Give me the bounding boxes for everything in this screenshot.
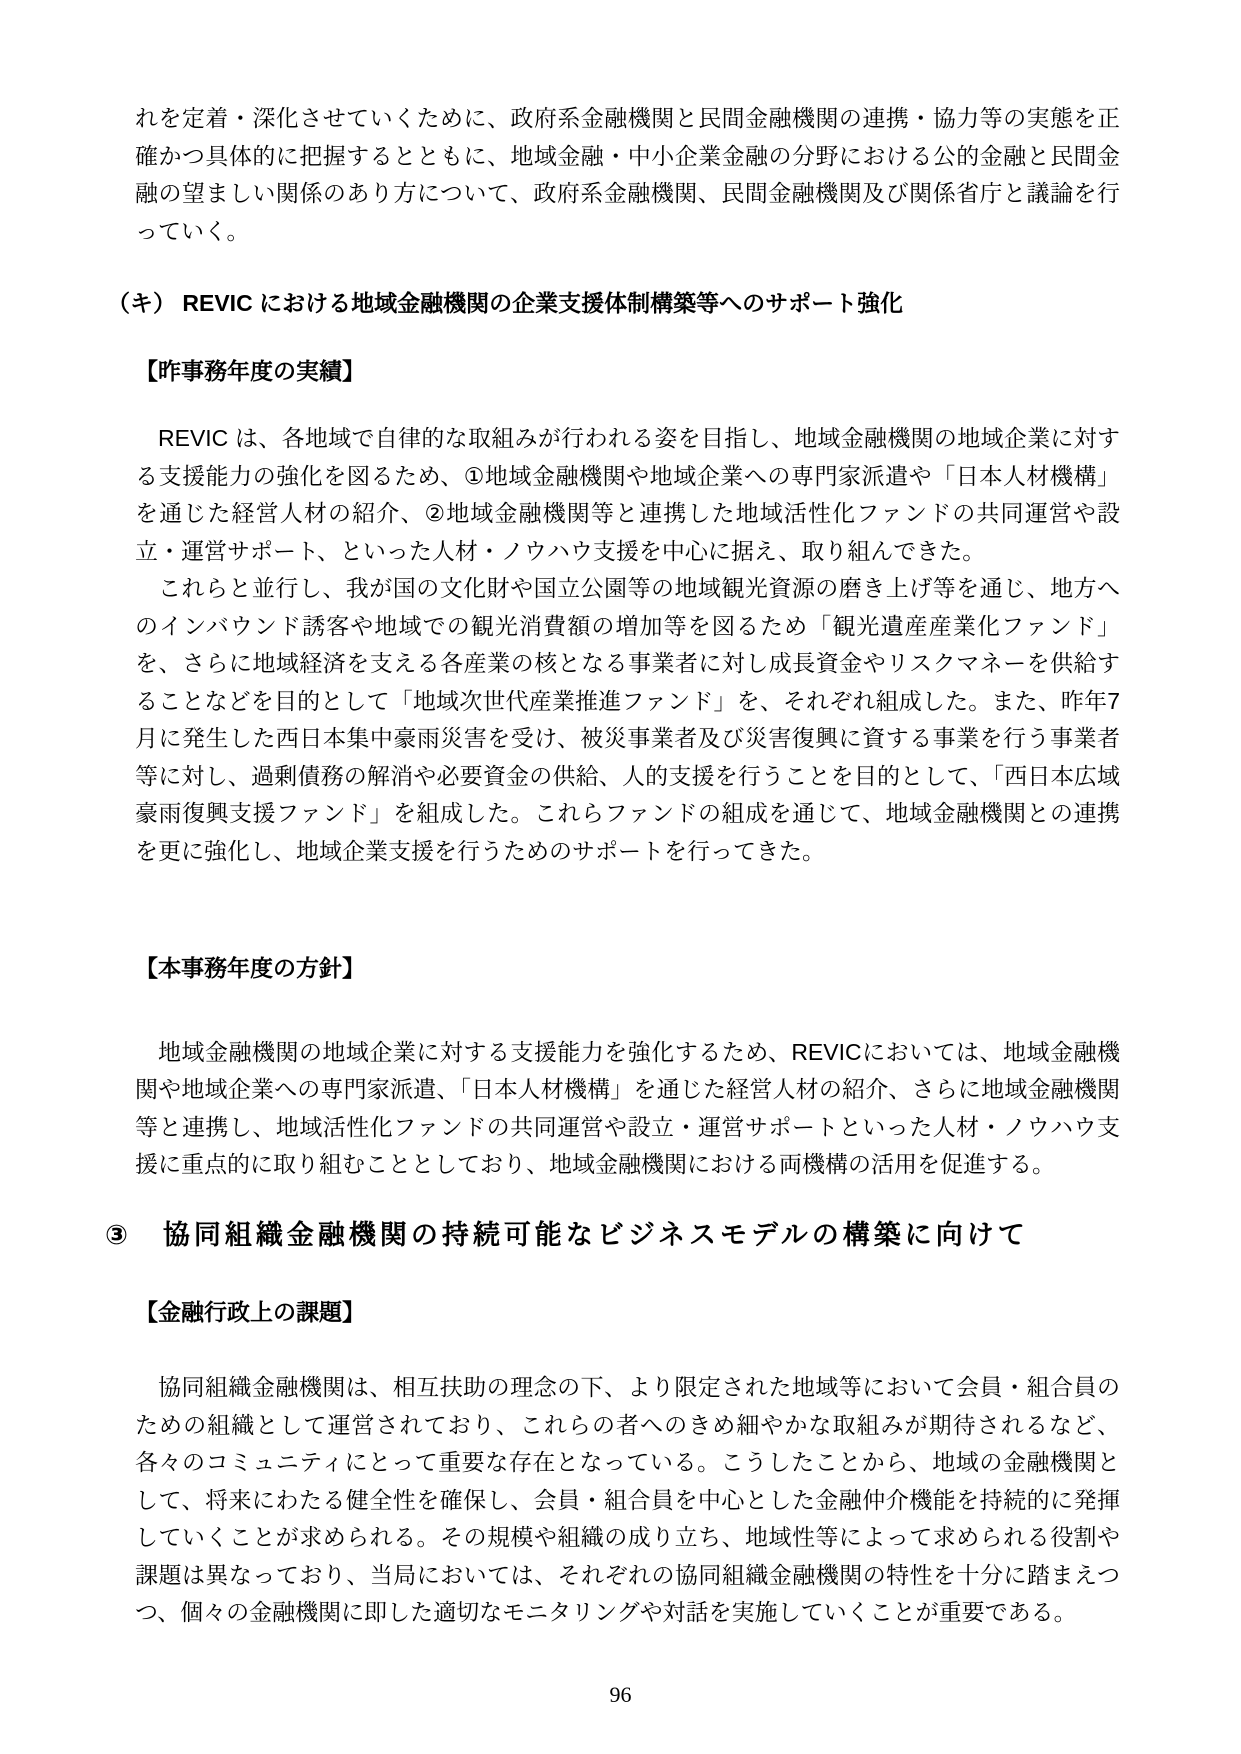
section-3-heading: ③ 協同組織金融機関の持続可能なビジネスモデルの構築に向けて — [105, 1219, 1029, 1250]
this-year-policy-heading: 【本事務年度の方針】 — [135, 955, 365, 981]
policy-paragraph: 地域金融機関の地域企業に対する支援能力を強化するため、REVICにおいては、地域金融機関や地域企業への専門家派遣、「日本人材機構」を通じた経営人材の紹介、さらに地域金融機関等と連携し、地域活性化ファンドの共同運営や設立・運営サポートといった人材・ノウハウ支援に重点的に取り組むこととしており、地域金融機関における両機構の活用を促進する。 — [135, 1038, 1120, 1177]
results-paragraph-2: これらと並行し、我が国の文化財や国立公園等の地域観光資源の磨き上げ等を通じ、地方へのインバウンド誘客や地域での観光消費額の増加等を図るため「観光遺産産業化ファンド」を、さらに地域経済を支える各産業の核となる事業者に対し成長資金やリスクマネーを供給することなどを目的として「地域次世代産業推進ファンド」を、それぞれ組成した。また、昨年7月に発生した西日本集中豪雨災害を受け、被災事業者及び災害復興に資する事業を行う事業者等に対し、過剰債務の解消や必要資金の供給、人的支援を行うことを目的として、「西日本広域豪雨復興支援ファンド」を組成した。これらファンドの組成を通じて、地域金融機関との連携を更に強化し、地域企業支援を行うためのサポートを行ってきた。 — [135, 575, 1120, 864]
last-year-results-heading: 【昨事務年度の実績】 — [135, 357, 365, 384]
last-year-results-body — [135, 420, 1120, 870]
results-paragraph-1: REVIC は、各地域で自律的な取組みが行われる姿を目指し、地域金融機関の地域企業に対する支援能力の強化を図るため、①地域金融機関や地域企業への専門家派遣や「日本人材機構」を通じた経営人材の紹介、②地域金融機関等と連携した地域活性化ファンドの共同運営や設立・運営サポート、といった人材・ノウハウ支援を中心に据え、取り組んできた。 — [135, 425, 1120, 564]
page-number: 96 — [609, 1682, 632, 1707]
intro-paragraph: れを定着・深化させていくために、政府系金融機関と民間金融機関の連携・協力等の実態を正確かつ具体的に把握するとともに、地域金融・中小企業金融の分野における公的金融と民間金融の望ましい関係のあり方について、政府系金融機関、民間金融機関及び関係省庁と議論を行っていく。 — [135, 105, 1121, 244]
regulatory-issues-heading: 【金融行政上の課題】 — [135, 1298, 365, 1325]
section-ki-heading: （キ） REVIC における地域金融機関の企業支援体制構築等へのサポート強化 — [107, 290, 904, 316]
issues-paragraph: 協同組織金融機関は、相互扶助の理念の下、より限定された地域等において会員・組合員のための組織として運営されており、これらの者へのきめ細やかな取組みが期待されるなど、各々のコミュニティにとって重要な存在となっている。こうしたことから、地域の金融機関として、将来にわたる健全性を確保し、会員・組合員を中心とした金融仲介機能を持続的に発揮していくことが求められる。その規模や組織の成り立ち、地域性等によって求められる役割や課題は異なっており、当局においては、それぞれの協同組織金融機関の特性を十分に踏まえつつ、個々の金融機関に即した適切なモニタリングや対話を実施していくことが重要である。 — [135, 1374, 1120, 1625]
